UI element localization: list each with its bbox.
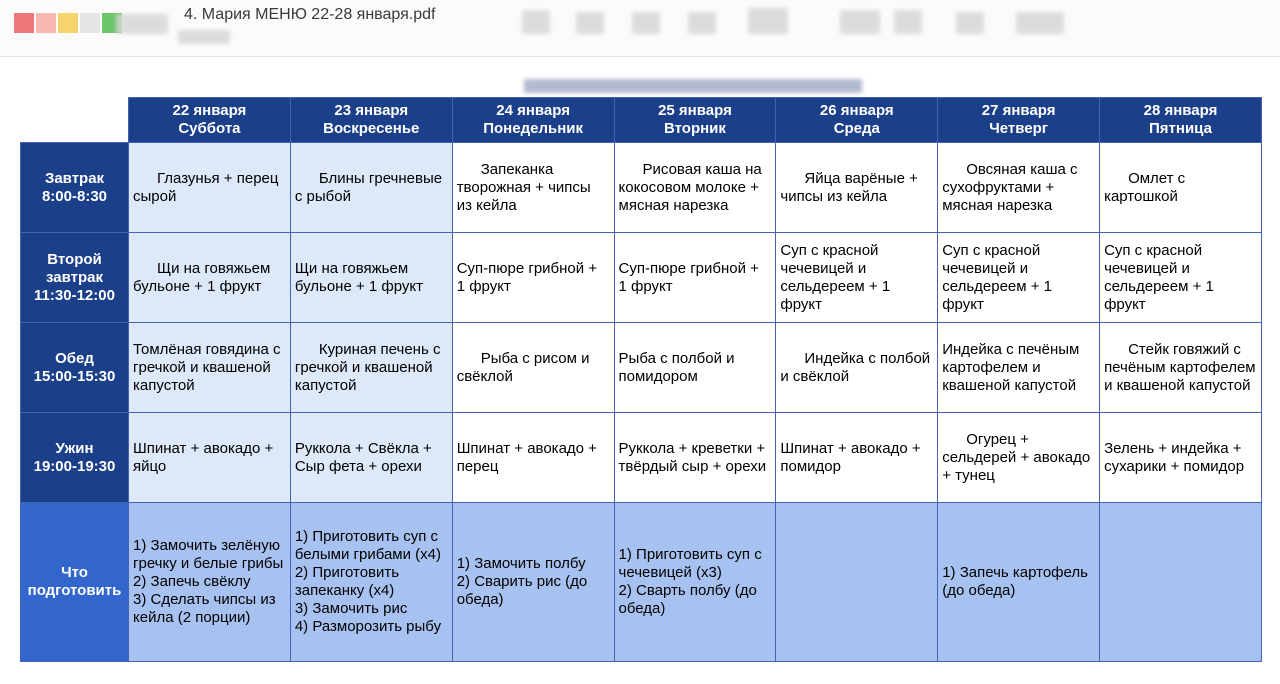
menu-cell: Омлет с картошкой	[1100, 143, 1262, 233]
redacted-region	[576, 12, 604, 34]
redacted-region	[632, 12, 660, 34]
prep-step: 3) Замочить рис	[294, 600, 408, 617]
day-header: 27 января Четверг	[938, 98, 1100, 143]
traffic-light[interactable]	[36, 13, 56, 33]
day-header: 22 января Суббота	[129, 98, 291, 143]
meal-row-lunch	[21, 323, 1262, 413]
menu-cell: Блины гречневые с рыбой	[290, 143, 452, 233]
day-header: 23 января Воскресенье	[290, 98, 452, 143]
menu-cell: Овсяная каша с сухофруктами + мясная нарезка	[938, 143, 1100, 233]
prep-step: 1) Замочить зелёную гречку и белые грибы	[133, 537, 284, 572]
prep-step: 1) Запечь картофель (до обеда)	[942, 564, 1088, 599]
traffic-light[interactable]	[80, 13, 100, 33]
window-controls	[14, 13, 122, 33]
menu-cell: Руккола + Свёкла + Сыр фета + орехи	[290, 413, 452, 503]
redacted-region	[688, 12, 716, 34]
menu-cell: Суп-пюре грибной + 1 фрукт	[452, 233, 614, 323]
prep-step: 1) Замочить полбу	[456, 555, 586, 572]
prep-step: 2) Приготовить запеканку (х4)	[294, 564, 400, 599]
prep-cell	[1100, 503, 1262, 662]
prep-step: 1) Приготовить суп с чечевицей (х3)	[618, 546, 762, 581]
menu-cell: Запеканка творожная + чипсы из кейла	[452, 143, 614, 233]
redacted-region	[1016, 12, 1064, 34]
prep-cell	[938, 503, 1100, 662]
menu-cell: Куриная печень с гречкой и квашеной капустой	[290, 323, 452, 413]
menu-cell: Суп с красной чечевицей и сельдереем + 1 фрукт	[1100, 233, 1262, 323]
prep-cell	[776, 503, 938, 662]
redacted-region	[116, 14, 168, 34]
redacted-region	[524, 79, 862, 93]
close-window-button[interactable]	[14, 13, 34, 33]
menu-cell: Рыба с полбой и помидором	[614, 323, 776, 413]
menu-cell: Шпинат + авокадо + перец	[452, 413, 614, 503]
menu-cell: Индейка с печёным картофелем и квашеной капустой	[938, 323, 1100, 413]
prep-label: Что подготовить	[21, 503, 129, 662]
day-header: 26 января Среда	[776, 98, 938, 143]
menu-cell: Томлёная говядина с гречкой и квашеной капустой	[129, 323, 291, 413]
menu-cell: Зелень + индейка + сухарики + помидор	[1100, 413, 1262, 503]
meal-row-breakfast	[21, 143, 1262, 233]
menu-cell: Суп-пюре грибной + 1 фрукт	[614, 233, 776, 323]
menu-cell: Щи на говяжьем бульоне + 1 фрукт	[129, 233, 291, 323]
menu-cell: Индейка с полбой и свёклой	[776, 323, 938, 413]
prep-cell	[614, 503, 776, 662]
redacted-region	[956, 12, 984, 34]
prep-step: 2) Запечь свёклу	[133, 573, 251, 590]
menu-cell: Стейк говяжий с печёным картофелем и квашеной капустой	[1100, 323, 1262, 413]
menu-cell: Шпинат + авокадо + помидор	[776, 413, 938, 503]
prep-step: 4) Разморозить рыбу	[294, 618, 442, 635]
menu-cell: Суп с красной чечевицей и сельдереем + 1 фрукт	[938, 233, 1100, 323]
corner-cell	[21, 98, 129, 143]
prep-step: 2) Сварить рис (до обеда)	[456, 573, 588, 608]
day-header-row	[21, 98, 1262, 143]
menu-cell: Суп с красной чечевицей и сельдереем + 1 фрукт	[776, 233, 938, 323]
meal-label: Обед 15:00-15:30	[21, 323, 129, 413]
meal-label: Второй завтрак 11:30-12:00	[21, 233, 129, 323]
window-titlebar	[0, 0, 1280, 57]
prep-step: 3) Сделать чипсы из кейла (2 порции)	[133, 591, 276, 626]
menu-cell: Шпинат + авокадо + яйцо	[129, 413, 291, 503]
menu-cell: Рисовая каша на кокосовом молоке + мясная нарезка	[614, 143, 776, 233]
menu-cell: Щи на говяжьем бульоне + 1 фрукт	[290, 233, 452, 323]
prep-cell	[129, 503, 291, 662]
meal-label: Ужин 19:00-19:30	[21, 413, 129, 503]
menu-cell: Рыба с рисом и свёклой	[452, 323, 614, 413]
day-header: 25 января Вторник	[614, 98, 776, 143]
menu-cell: Огурец + сельдерей + авокадо + тунец	[938, 413, 1100, 503]
meal-label: Завтрак 8:00-8:30	[21, 143, 129, 233]
menu-cell: Яйца варёные + чипсы из кейла	[776, 143, 938, 233]
redacted-region	[178, 30, 230, 44]
day-header: 28 января Пятница	[1100, 98, 1262, 143]
redacted-region	[522, 10, 550, 34]
redacted-region	[894, 10, 922, 34]
meal-row-dinner	[21, 413, 1262, 503]
prep-cell	[452, 503, 614, 662]
prep-step: 2) Сварть полбу (до обеда)	[618, 582, 757, 617]
redacted-region	[748, 8, 788, 34]
day-header: 24 января Понедельник	[452, 98, 614, 143]
menu-cell: Руккола + креветки + твёрдый сыр + орехи	[614, 413, 776, 503]
menu-cell: Глазунья + перец сырой	[129, 143, 291, 233]
meal-row-second-breakfast	[21, 233, 1262, 323]
redacted-region	[840, 10, 880, 34]
prep-step: 1) Приготовить суп с белыми грибами (х4)	[294, 528, 441, 563]
prep-row	[21, 503, 1262, 662]
document-title: 4. Мария МЕНЮ 22-28 января.pdf	[184, 6, 436, 23]
minimize-window-button[interactable]	[58, 13, 78, 33]
prep-cell	[290, 503, 452, 662]
weekly-menu-table	[20, 97, 1262, 662]
